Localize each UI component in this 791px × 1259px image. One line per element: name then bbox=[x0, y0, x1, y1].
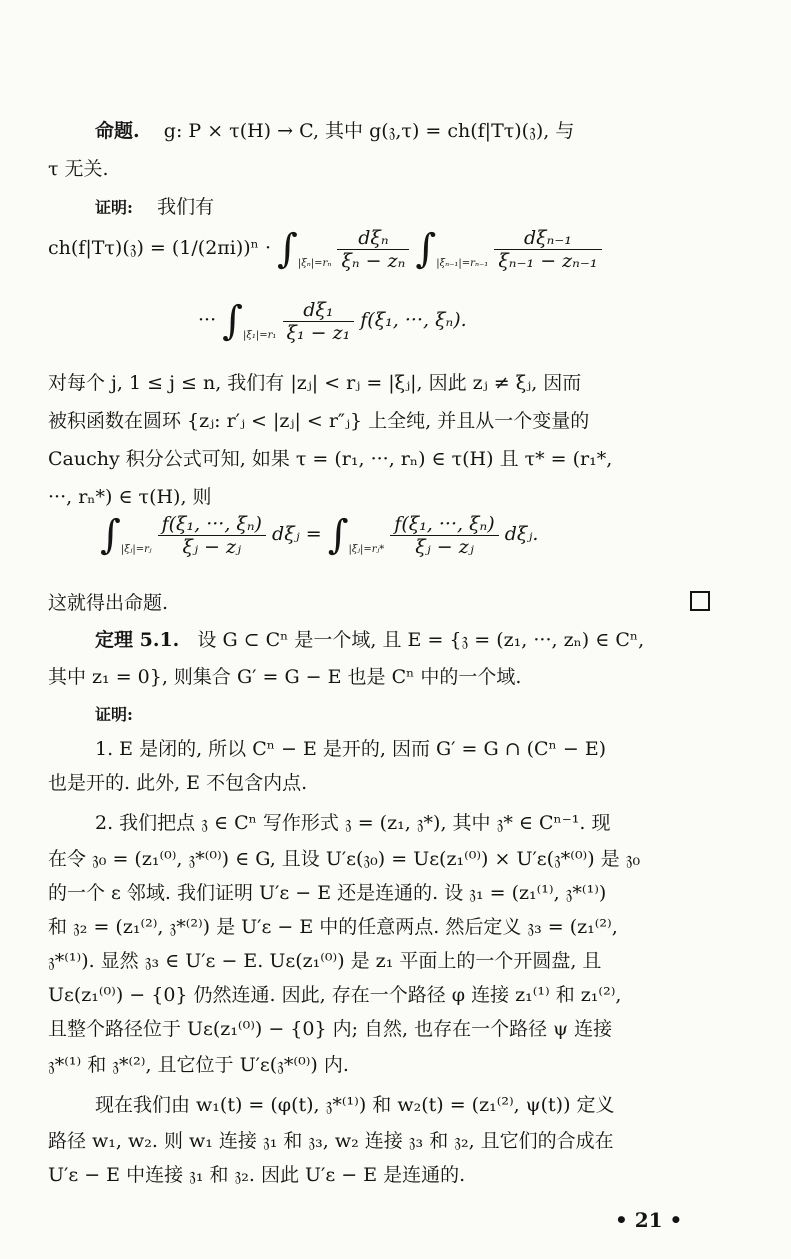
proof-1-intro-text: 我们有 bbox=[157, 196, 215, 218]
proof-2-line-3: 2. 我们把点 𝔷 ∈ Cⁿ 写作形式 𝔷 = (z₁, 𝔷*), 其中 𝔷* ∈ Cⁿ⁻¹. 现 bbox=[95, 812, 611, 834]
eq-int1-numerator: dξₙ bbox=[337, 227, 409, 250]
proof-1-conclusion: 这就得出命题. bbox=[48, 592, 169, 614]
eq-fraction-3 bbox=[283, 299, 355, 344]
eq-int1-limit: |ξₙ|=rₙ bbox=[297, 258, 332, 269]
proposition-line-2: τ 无关. bbox=[48, 158, 109, 180]
eq-int2-denominator: ξₙ₋₁ − zₙ₋₁ bbox=[498, 249, 598, 272]
theorem-text-1: 设 G ⊂ Cⁿ 是一个域, 且 E = {𝔷 = (z₁, ···, zₙ) ∈ Cⁿ, bbox=[197, 629, 645, 651]
proof-2-line-12: 路径 w₁, w₂. 则 w₁ 连接 𝔷₁ 和 𝔷₃, w₂ 连接 𝔷₃ 和 𝔷₂, 且它们的合成在 bbox=[48, 1130, 614, 1152]
proof-2-line-10: 𝔷*⁽¹⁾ 和 𝔷*⁽²⁾, 且它位于 U′ε(𝔷*⁽⁰⁾) 内. bbox=[48, 1054, 349, 1076]
eq2-numerator: f(ξ₁, ···, ξₙ) bbox=[390, 513, 498, 536]
eq-int3-numerator: dξ₁ bbox=[283, 299, 355, 322]
proposition-text-1: g: P × τ(H) → C, 其中 g(𝔷,τ) = ch(f|Tτ)(𝔷), 与 bbox=[163, 120, 575, 142]
proposition-heading: 命题. bbox=[95, 120, 140, 142]
proof-2-line-2: 也是开的. 此外, E 不包含内点. bbox=[48, 772, 308, 794]
integral-sign: ∫ bbox=[100, 512, 121, 558]
proof-2-label: 证明: bbox=[95, 705, 133, 724]
proof-2-line-7: 𝔷*⁽¹⁾). 显然 𝔷₃ ∈ U′ε − E. Uε(z₁⁽⁰⁾) 是 z₁ 平面上的一个开圆盘, 且 bbox=[48, 950, 602, 972]
eq2-fraction-left bbox=[158, 513, 266, 558]
eq2-middle: dξⱼ = bbox=[272, 523, 322, 545]
eq2-denominator: ξⱼ − zⱼ bbox=[415, 535, 474, 558]
integral-sign: ∫ bbox=[327, 512, 349, 558]
eq2-limit-right: |ξⱼ|=rⱼ* bbox=[348, 544, 385, 555]
equation-ch-line-2 bbox=[198, 298, 467, 344]
proof-1-line-1: 对每个 j, 1 ≤ j ≤ n, 我们有 |zⱼ| < rⱼ = |ξⱼ|, 因此 zⱼ ≠ ξⱼ, 因而 bbox=[48, 372, 582, 394]
theorem-line-2: 其中 z₁ = 0}, 则集合 G′ = G − E 也是 Cⁿ 中的一个域. bbox=[48, 666, 522, 688]
proof-1-line-2: 被积函数在圆环 {zⱼ: r′ⱼ < |zⱼ| < r″ⱼ} 上全纯, 并且从一个变量的 bbox=[48, 410, 590, 432]
integral-sign: ∫ bbox=[415, 226, 437, 272]
equation-ch-line-1 bbox=[48, 226, 602, 272]
eq2-limit-left: |ξⱼ|=rⱼ bbox=[120, 544, 152, 555]
eq-int2-limit: |ξₙ₋₁|=rₙ₋₁ bbox=[436, 258, 489, 269]
theorem-line-1 bbox=[95, 625, 791, 655]
proof-2-line-13: U′ε − E 中连接 𝔷₁ 和 𝔷₂. 因此 U′ε − E 是连通的. bbox=[48, 1164, 466, 1186]
eq2-end: dξⱼ. bbox=[504, 523, 539, 545]
eq2-fraction-right bbox=[390, 513, 498, 558]
proposition-line-1 bbox=[95, 116, 791, 146]
page-number: • 21 • bbox=[615, 1208, 683, 1232]
proof-2-line-8: Uε(z₁⁽⁰⁾) − {0} 仍然连通. 因此, 存在一个路径 φ 连接 z₁⁽¹⁾ 和 z₁⁽²⁾, bbox=[48, 984, 622, 1006]
proof-2-line-11: 现在我们由 w₁(t) = (φ(t), 𝔷*⁽¹⁾) 和 w₂(t) = (z₁⁽²⁾, ψ(t)) 定义 bbox=[95, 1094, 615, 1116]
eq2-numerator: f(ξ₁, ···, ξₙ) bbox=[158, 513, 266, 536]
eq-lhs: ch(f|Tτ)(𝔷) = (1/(2πi))ⁿ · bbox=[48, 237, 271, 259]
eq-int3-denominator: ξ₁ − z₁ bbox=[286, 321, 351, 344]
integral-sign: ∫ bbox=[277, 226, 298, 272]
eq-fraction-2 bbox=[494, 227, 601, 272]
eq-int3-limit: |ξ₁|=r₁ bbox=[243, 330, 277, 341]
eq2-denominator: ξⱼ − zⱼ bbox=[182, 535, 242, 558]
eq-tail: f(ξ₁, ···, ξₙ). bbox=[360, 309, 467, 331]
qed-box-icon bbox=[690, 591, 710, 611]
equation-cauchy bbox=[100, 512, 538, 558]
proof-1-line-3: Cauchy 积分公式可知, 如果 τ = (r₁, ···, rₙ) ∈ τ(H) 且 τ* = (r₁*, bbox=[48, 448, 613, 470]
proof-2-line-5: 的一个 ε 邻域. 我们证明 U′ε − E 还是连通的. 设 𝔷₁ = (z₁⁽¹⁾, 𝔷*⁽¹⁾) bbox=[48, 882, 607, 904]
integral-sign: ∫ bbox=[222, 298, 244, 344]
proof-1-line-4: ···, rₙ*) ∈ τ(H), 则 bbox=[48, 486, 212, 508]
proof-2-line-9: 且整个路径位于 Uε(z₁⁽⁰⁾) − {0} 内; 自然, 也存在一个路径 ψ 连接 bbox=[48, 1018, 613, 1040]
proof-1-intro bbox=[95, 192, 791, 223]
eq-ellipsis: ··· bbox=[198, 309, 217, 331]
theorem-heading: 定理 5.1. bbox=[95, 629, 180, 651]
proof-1-label: 证明: bbox=[95, 198, 133, 217]
proof-2-line-1: 1. E 是闭的, 所以 Cⁿ − E 是开的, 因而 G′ = G ∩ (Cⁿ − E) bbox=[95, 738, 607, 760]
eq-int1-denominator: ξₙ − zₙ bbox=[341, 249, 406, 272]
eq-int2-numerator: dξₙ₋₁ bbox=[494, 227, 601, 250]
eq-fraction-1 bbox=[337, 227, 409, 272]
proof-2-line-4: 在令 𝔷₀ = (z₁⁽⁰⁾, 𝔷*⁽⁰⁾) ∈ G, 且设 U′ε(𝔷₀) = Uε(z₁⁽⁰⁾) × U′ε(𝔷*⁽⁰⁾) 是 𝔷₀ bbox=[48, 848, 641, 870]
proof-2-line-6: 和 𝔷₂ = (z₁⁽²⁾, 𝔷*⁽²⁾) 是 U′ε − E 中的任意两点. 然后定义 𝔷₃ = (z₁⁽²⁾, bbox=[48, 916, 618, 938]
